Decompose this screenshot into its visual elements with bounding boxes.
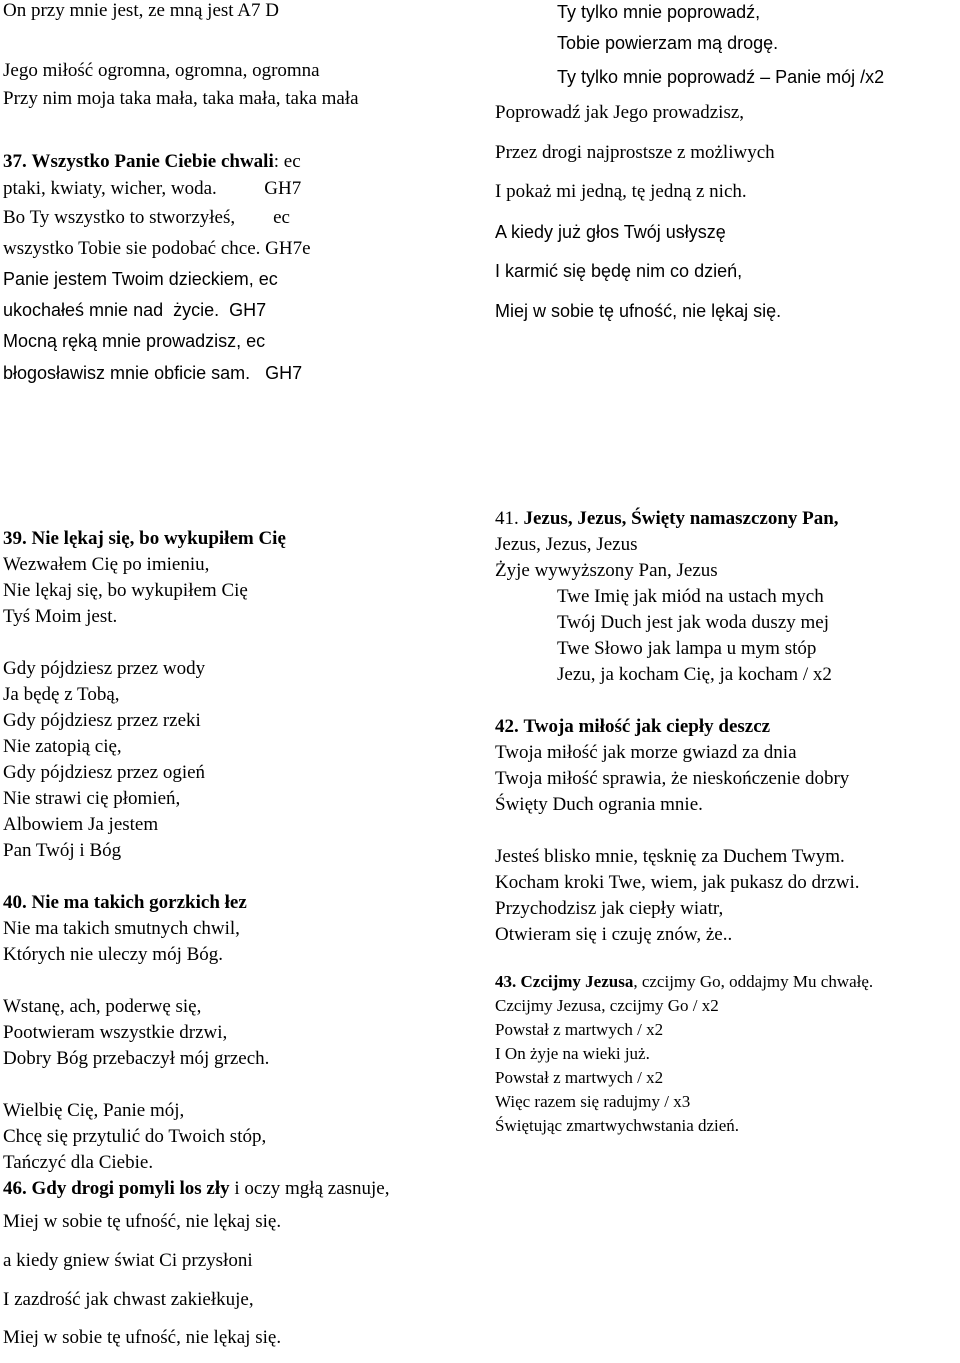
text-line: Twoja miłość jak morze gwiazd za dnia [495,742,797,763]
text-line: ptaki, kwiaty, wicher, woda. GH7 [3,178,302,199]
text-line: Miej w sobie tę ufność, nie lękaj się. [495,301,782,321]
text-line: Wstanę, ach, poderwę się, [3,996,202,1017]
song-number: 43. [495,972,517,991]
song-title: Czcijmy Jezusa [520,972,634,991]
text-line: Jezus, Jezus, Jezus [495,534,638,555]
text-line: Ty tylko mnie poprowadź – Panie mój /x2 [557,67,885,87]
song-number: 40. [3,892,27,913]
text-line: Twe Słowo jak lampa u mym stóp [557,638,817,659]
song-number: 37. [3,151,27,172]
song-title: Wszystko Panie Ciebie chwali [31,151,274,172]
text-line: Święty Duch ogrania mnie. [495,794,703,815]
text-line: Czcijmy Jezusa, czcijmy Go / x2 [495,996,719,1015]
text-line: Kocham kroki Twe, wiem, jak pukasz do drzwi. [495,872,860,893]
song-title: Nie ma takich gorzkich łez [31,892,247,913]
song-number: 42. [495,716,519,737]
song-46-title-line [3,1176,389,1202]
text-line: Miej w sobie tę ufność, nie lękaj się. [3,1327,282,1348]
song-title: Nie lękaj się, bo wykupiłem Cię [31,528,286,549]
text-line: Wielbię Cię, Panie mój, [3,1100,185,1121]
text-line: Mocną ręką mnie prowadzisz, ec [3,331,266,351]
text-line: On przy mnie jest, ze mną jest A7 D [3,0,279,21]
text-line: Nie lękaj się, bo wykupiłem Cię [3,580,248,601]
text-line: I zazdrość jak chwast zakiełkuje, [3,1289,254,1310]
text-line: błogosławisz mnie obficie sam. GH7 [3,363,303,383]
text-line: Pan Twój i Bóg [3,840,122,861]
text-line: Gdy pójdziesz przez rzeki [3,710,201,731]
text-fragment: , czcijmy Go, oddajmy Mu chwałę. [633,972,874,991]
text-line: Bo Ty wszystko to stworzyłeś, ec [3,207,290,228]
text-line: Przy nim moja taka mała, taka mała, taka mała [3,88,359,109]
text-line: Nie ma takich smutnych chwil, [3,918,240,939]
songs-bottom-right [495,506,873,1138]
song-39-title-line [3,526,389,552]
text-line: Których nie uleczy mój Bóg. [3,944,224,965]
text-line: Pootwieram wszystkie drzwi, [3,1022,228,1043]
text-line: Jego miłość ogromna, ogromna, ogromna [3,60,320,81]
text-line: Jezu, ja kocham Cię, ja kocham / x2 [557,664,832,685]
text-line: I pokaż mi jedną, tę jedną z nich. [495,181,747,202]
song-40-title-line [3,890,389,916]
text-line: Gdy pójdziesz przez wody [3,658,206,679]
text-line: Albowiem Ja jestem [3,814,159,835]
song-number: 41. [495,508,519,529]
text-line: Przez drogi najprostsze z możliwych [495,142,775,163]
text-line: Żyje wywyższony Pan, Jezus [495,560,718,581]
song-title: Gdy drogi pomyli los zły [31,1178,230,1199]
text-line: Twój Duch jest jak woda duszy mej [557,612,830,633]
text-line: Więc razem się radujmy / x3 [495,1092,691,1111]
text-line: a kiedy gniew świat Ci przysłoni [3,1250,253,1271]
text-line: I karmić się będę nim co dzień, [495,261,743,281]
text-line: Chcę się przytulić do Twoich stóp, [3,1126,267,1147]
text-line: Nie strawi cię płomień, [3,788,181,809]
song-title: Jezus, Jezus, Święty namaszczony Pan, [523,508,839,529]
song-top-left [3,0,359,389]
text-line: Poprowadź jak Jego prowadzisz, [495,102,745,123]
text-fragment: i oczy mgłą zasnuje, [229,1178,390,1199]
text-line: A kiedy już głos Twój usłyszę [495,222,726,242]
text-line: Tańczyć dla Ciebie. [3,1152,154,1173]
text-line: Powstał z martwych / x2 [495,1068,664,1087]
song-number: 39. [3,528,27,549]
text-line: Dobry Bóg przebaczył mój grzech. [3,1048,270,1069]
text-line: Twoja miłość sprawia, że nieskończenie dobry [495,768,850,789]
text-line: Nie zatopią cię, [3,736,122,757]
text-line: Twe Imię jak miód na ustach mych [557,586,824,607]
text-line: Miej w sobie tę ufność, nie lękaj się. [3,1211,282,1232]
text-line: Jesteś blisko mnie, tęsknię za Duchem Twym. [495,846,845,867]
text-line: Wezwałem Cię po imieniu, [3,554,210,575]
text-line: Ty tylko mnie poprowadź, [557,2,761,22]
text-line: Panie jestem Twoim dzieckiem, ec [3,269,278,289]
text-line: Powstał z martwych / x2 [495,1020,664,1039]
song-43 [495,970,873,1138]
song-43-title-line [495,970,873,994]
text-line: Otwieram się i czuję znów, że.. [495,924,733,945]
text-line: wszystko Tobie sie podobać chce. GH7e [3,238,311,259]
text-line: ukochałeś mnie nad życie. GH7 [3,300,267,320]
text-line: Przychodzisz jak ciepły wiatr, [495,898,724,919]
text-line: I On żyje na wieki już. [495,1044,650,1063]
text-line: Ja będę z Tobą, [3,684,120,705]
text-line: Świętując zmartwychwstania dzień. [495,1116,740,1135]
song-37-title-line [3,150,359,174]
text-line: Gdy pójdziesz przez ogień [3,762,206,783]
song-number: 46. [3,1178,27,1199]
chords: : ec [273,151,301,172]
song-41-title-line [495,506,873,532]
songs-bottom-left [3,526,389,1357]
text-line: Tyś Moim jest. [3,606,118,627]
song-title: Twoja miłość jak ciepły deszcz [523,716,771,737]
song-42-title-line [495,714,873,740]
song-top-right [495,0,884,331]
text-line: Tobie powierzam mą drogę. [557,33,779,53]
